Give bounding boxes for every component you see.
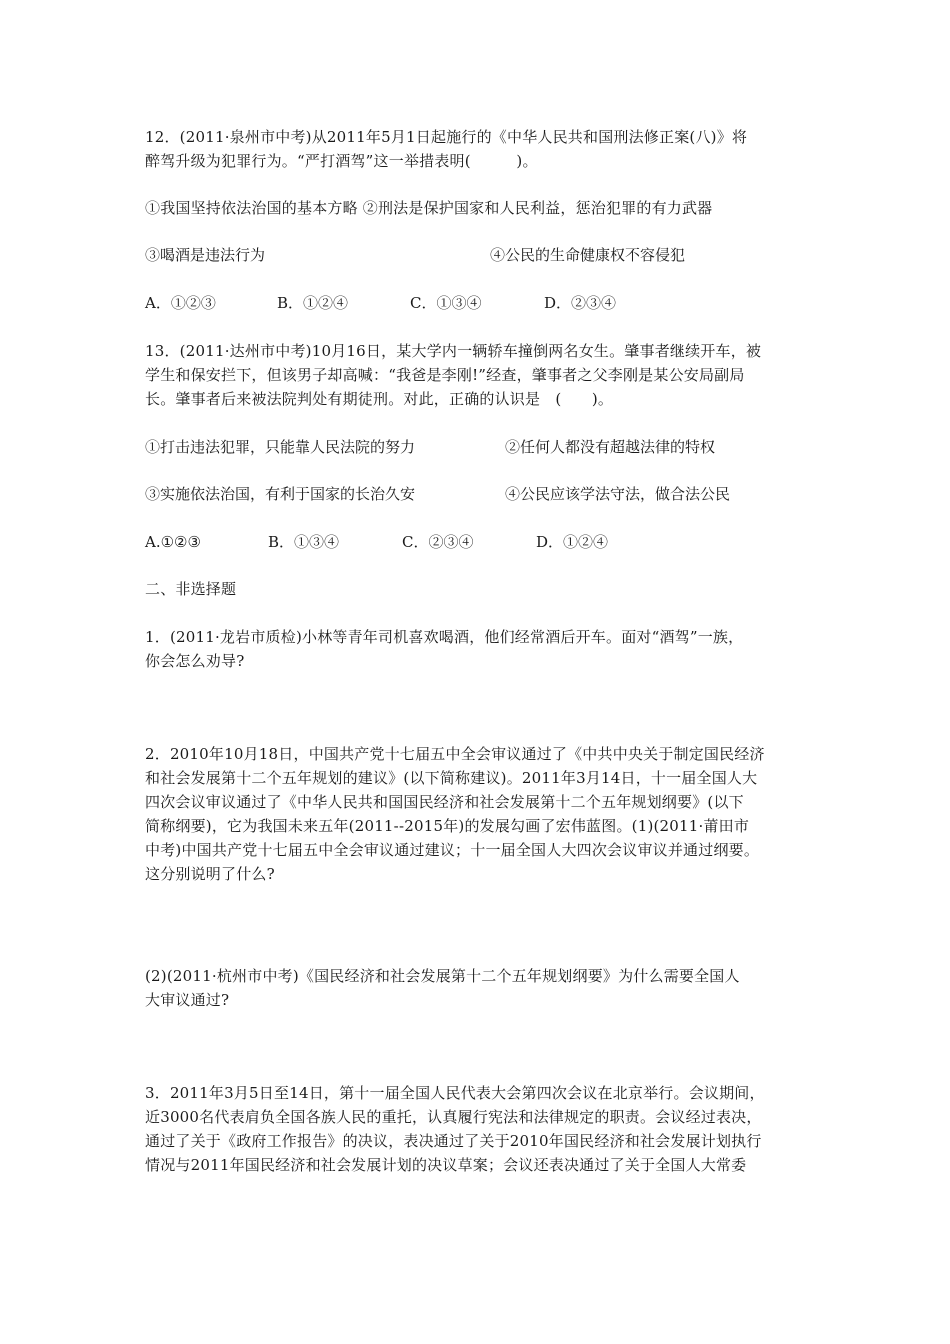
q12-items-row-1: ①我国坚持依法治国的基本方略 ②刑法是保护国家和人民利益，惩治犯罪的有力武器 [145,199,713,217]
q12-choice-a: A．①②③ [145,294,216,312]
q13-item-3: ③实施依法治国，有利于国家的长治久安 [145,485,416,503]
q13-item-1: ①打击违法犯罪，只能靠人民法院的努力 [145,438,416,456]
n2-line-1: 2．2010年10月18日，中国共产党十七届五中全会审议通过了《中共中央关于制定国民经济 [145,745,765,763]
q12-item-4: ④公民的生命健康权不容侵犯 [490,246,686,264]
n3-line-1: 3．2011年3月5日至14日，第十一届全国人民代表大会第四次会议在北京举行。会议期间， [145,1084,765,1102]
n3-line-3: 通过了关于《政府工作报告》的决议，表决通过了关于2010年国民经济和社会发展计划执行 [145,1132,762,1150]
q13-item-4: ④公民应该学法守法，做合法公民 [505,485,731,503]
n2-line-3: 四次会议审议通过了《中华人民共和国国民经济和社会发展第十二个五年规划纲要》(以下 [145,793,744,811]
q13-item-2: ②任何人都没有超越法律的特权 [505,438,716,456]
n2-line-6: 这分别说明了什么? [145,865,275,883]
n2-sub2-line-2: 大审议通过? [145,991,230,1009]
q12-item-3: ③喝酒是违法行为 [145,246,266,264]
n3-line-4: 情况与2011年国民经济和社会发展计划的决议草案；会议还表决通过了关于全国人大常委 [145,1156,747,1174]
n2-sub2-line-1: (2)(2011·杭州市中考)《国民经济和社会发展第十二个五年规划纲要》为什么需要全国人 [145,967,740,985]
q13-line-3: 长。肇事者后来被法院判处有期徒刑。对此，正确的认识是 ( )。 [145,390,614,408]
q13-choice-a: A.①②③ [145,533,201,551]
n2-line-4: 简称纲要)，它为我国未来五年(2011--2015年)的发展勾画了宏伟蓝图。(1)(2011·莆田市 [145,817,750,835]
q13-choice-b: B．①③④ [268,533,340,551]
q12-choice-c: C．①③④ [410,294,482,312]
n1-line-2: 你会怎么劝导? [145,652,245,670]
q12-choice-d: D．②③④ [544,294,617,312]
q13-line-2: 学生和保安拦下，但该男子却高喊：“我爸是李刚!”经查，肇事者之父李刚是某公安局副局 [145,366,745,384]
n1-line-1: 1．(2011·龙岩市质检)小林等青年司机喜欢喝酒，他们经常酒后开车。面对“酒驾”一族， [145,628,744,646]
section-title: 二、非选择题 [145,580,237,598]
q13-choice-d: D．①②④ [536,533,609,551]
n2-line-5: 中考)中国共产党十七届五中全会审议通过建议；十一届全国人大四次会议审议并通过纲要。 [145,841,760,859]
q13-choice-c: C．②③④ [402,533,474,551]
q12-line-2: 醉驾升级为犯罪行为。“严打酒驾”这一举措表明( )。 [145,152,538,170]
n3-line-2: 近3000名代表肩负全国各族人民的重托，认真履行宪法和法律规定的职责。会议经过表决， [145,1108,762,1126]
q12-line-1: 12．(2011·泉州市中考)从2011年5月1日起施行的《中华人民共和国刑法修正案(八)》将 [145,128,748,146]
n2-line-2: 和社会发展第十二个五年规划的建议》(以下简称建议)。2011年3月14日，十一届全国人大 [145,769,758,787]
q12-choice-b: B．①②④ [277,294,349,312]
q13-line-1: 13．(2011·达州市中考)10月16日，某大学内一辆轿车撞倒两名女生。肇事者继续开车，被 [145,342,762,360]
